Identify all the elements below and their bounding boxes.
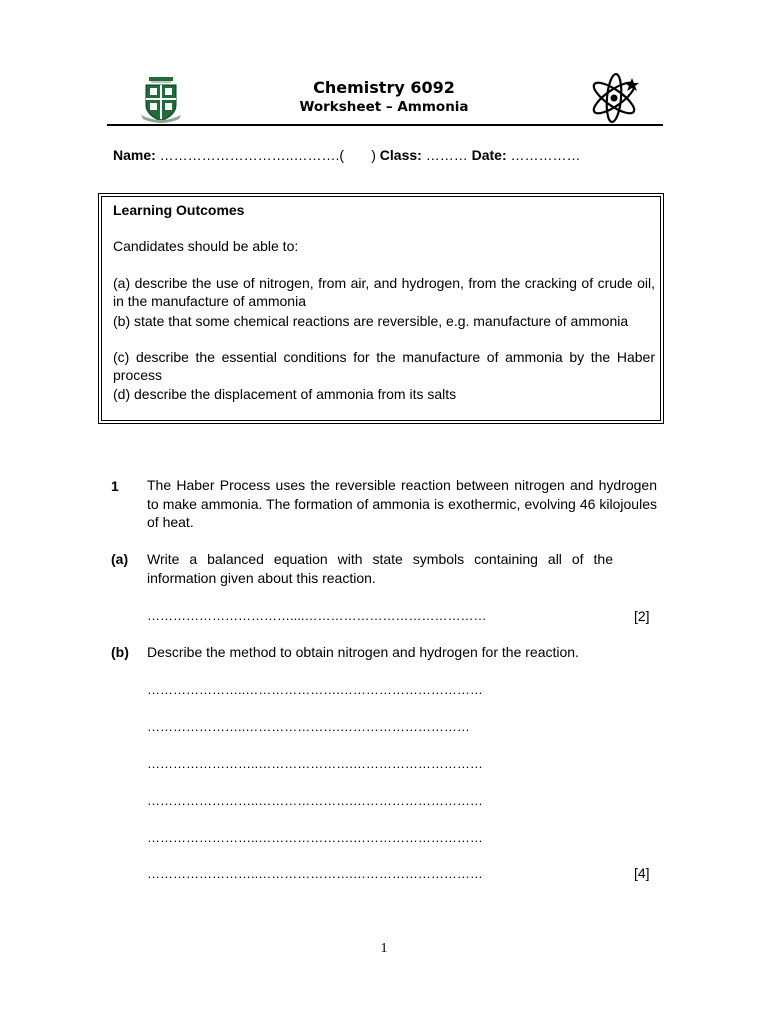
part-a-text: Write a balanced equation with state symbols containing all of the information given about this reaction.	[147, 551, 613, 586]
part-b-marks: [4]	[634, 865, 650, 881]
page-title: Chemistry 6092	[313, 78, 455, 97]
question-number: 1	[111, 478, 119, 494]
part-b-answer-line[interactable]: …………………..………………….…………………………	[147, 719, 470, 734]
learning-outcomes-intro: Candidates should be able to:	[113, 238, 299, 254]
name-blank: ………………………..……….( )	[155, 147, 380, 163]
page-subtitle: Worksheet – Ammonia	[299, 99, 469, 115]
school-crest-icon	[141, 77, 181, 123]
part-b-answer-line[interactable]: ……………………..………………….…………………………	[147, 866, 483, 881]
date-blank: ……………	[506, 147, 581, 163]
learning-outcome-item: (b) state that some chemical reactions are reversible, e.g. manufacture of ammonia	[113, 313, 629, 329]
learning-outcomes-heading: Learning Outcomes	[113, 202, 245, 218]
class-label: Class:	[379, 147, 422, 163]
part-b-answer-line[interactable]: …………………..………………….……………………………	[147, 682, 483, 697]
part-b-text: Describe the method to obtain nitrogen and hydrogen for the reaction.	[147, 644, 579, 660]
part-b-answer-line[interactable]: ……………………..………………….…………………………	[147, 830, 483, 845]
name-label: Name:	[113, 147, 156, 163]
part-a-answer-line[interactable]: ……………………………....……………………………………	[147, 608, 487, 623]
part-b-answer-line[interactable]: ……………………..………………….…………………………	[147, 793, 483, 808]
header-divider	[107, 124, 663, 126]
part-a-marks: [2]	[634, 608, 650, 624]
learning-outcome-item: (c) describe the essential conditions for the manufacture of ammonia by the Haber process	[113, 349, 655, 383]
part-b-label: (b)	[111, 644, 129, 660]
class-blank: ………	[421, 147, 472, 163]
atom-icon	[588, 70, 640, 126]
part-b-answer-line[interactable]: ……………………..………………….…………………………	[147, 756, 483, 771]
part-a-label: (a)	[111, 551, 129, 567]
learning-outcome-item: (d) describe the displacement of ammonia from its salts	[113, 386, 457, 402]
question-stem: The Haber Process uses the reversible reaction between nitrogen and hydrogen to make ammonia. The formation of ammonia is exothermic, evolving 46 kilojoules of heat.	[147, 477, 657, 530]
learning-outcome-item: (a) describe the use of nitrogen, from air, and hydrogen, from the cracking of crude oil, in the manufacture of ammonia	[113, 275, 655, 309]
date-label: Date:	[471, 147, 507, 163]
page-number: 1	[380, 941, 388, 956]
student-details-line	[113, 146, 673, 164]
